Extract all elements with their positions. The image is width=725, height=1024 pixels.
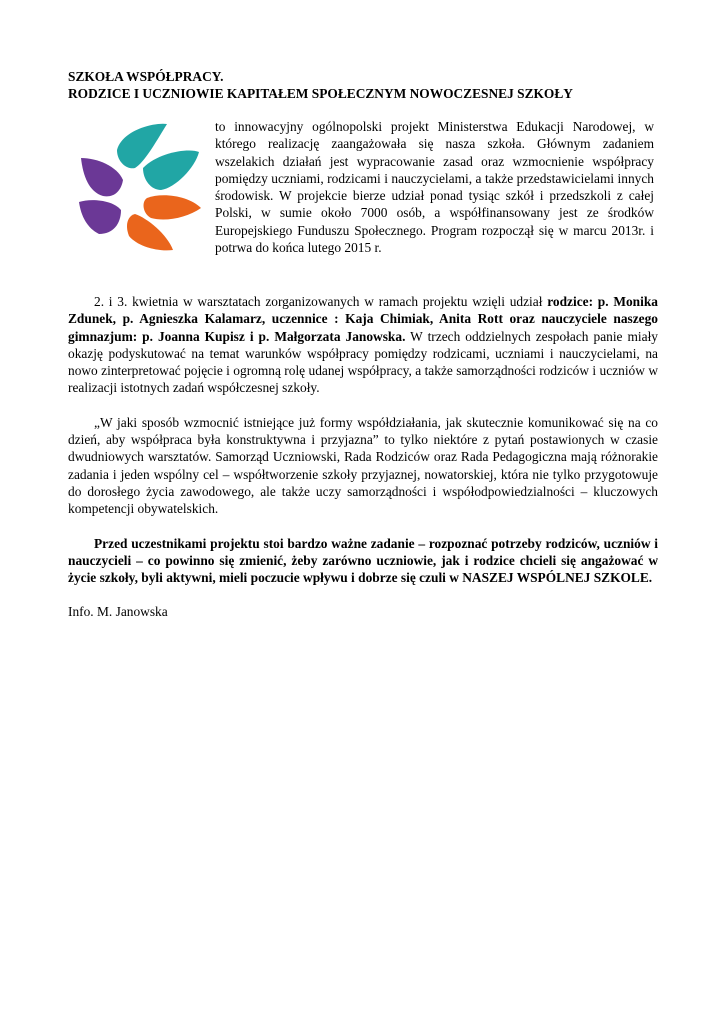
intro-text: to innowacyjny ogólnopolski projekt Ministerstwa Edukacji Narodowej, w którego realizację zaangażowała się nasza szkoła. Głównym zadaniem wszelakich działań jest wypracowanie zasad oraz wzmocnienie współpracy pomiędzy uczniami, rodzicami i nauczycielami, a także przedstawicielami innych środowisk. W projekcie bierze udział ponad tysiąc szkół i przedszkoli z całej Polski, w sumie około 7000 osób, a współfinansowany jest ze środków Europejskiego Funduszu Społecznego. Program rozpoczął się w marcu 2013r. i potrwa do końca lutego 2015 r. <box>215 119 654 256</box>
szkola-wspolpracy-logo-icon <box>77 122 202 254</box>
paragraph-workshops <box>68 293 658 397</box>
intro-section <box>68 118 658 293</box>
title-line-2: RODZICE I UCZNIOWIE KAPITAŁEM SPOŁECZNYM NOWOCZESNEJ SZKOŁY <box>68 86 573 101</box>
paragraph-workshops-lead: 2. i 3. kwietnia w warsztatach zorganizowanych w ramach projektu wzięli udział <box>94 294 548 309</box>
title-line-1: SZKOŁA WSPÓŁPRACY. <box>68 69 224 84</box>
paragraph-workshops-rest: W trzech oddzielnych zespołach panie miały okazję podyskutować na temat warunków współpracy pomiędzy rodzicami, uczniami i nauczycielami, na nowo zinterpretować pojęcie i ogromną rolę udanej współpracy, a także samorządności rodziców i uczniów w realizacji istotnych zadań współczesnej szkoły. <box>68 328 658 396</box>
paragraph-task: Przed uczestnikami projektu stoi bardzo ważne zadanie – rozpoznać potrzeby rodziców, uczniów i nauczycieli – co powinno się zmienić, żeby zarówno uczniowie, jak i rodzice chcieli się angażować w życie szkoły, byli aktywni, mieli poczucie wpływu i dobrze się czuli w NASZEJ WSPÓLNEJ SZKOLE. <box>68 535 658 586</box>
paragraph-cooperation: „W jaki sposób wzmocnić istniejące już formy współdziałania, jak skutecznie komunikować się na co dzień, aby współpraca była konstruktywna i przyjazna” to tylko niektóre z pytań postawionych w czasie dwudniowych warsztatów. Samorząd Uczniowski, Rada Rodziców oraz Rada Pedagogiczna mają różnorakie zadania i jeden wspólny cel – współtworzenie szkoły przyjaznej, nowatorskiej, która nie tylko przygotowuje do dorosłego życia zawodowego, ale także uczy samorządności i współodpowiedzialności – kluczowych kompetencji obywatelskich. <box>68 414 658 517</box>
signature: Info. M. Janowska <box>68 604 168 620</box>
document-page <box>68 68 658 621</box>
participants-list: rodzice: p. Monika Zdunek, p. Agnieszka Kalamarz, uczennice : Kaja Chimiak, Anita Rott oraz nauczyciele naszego gimnazjum: p. Joanna Kupisz i p. Małgorzata Janowska. <box>68 294 658 344</box>
